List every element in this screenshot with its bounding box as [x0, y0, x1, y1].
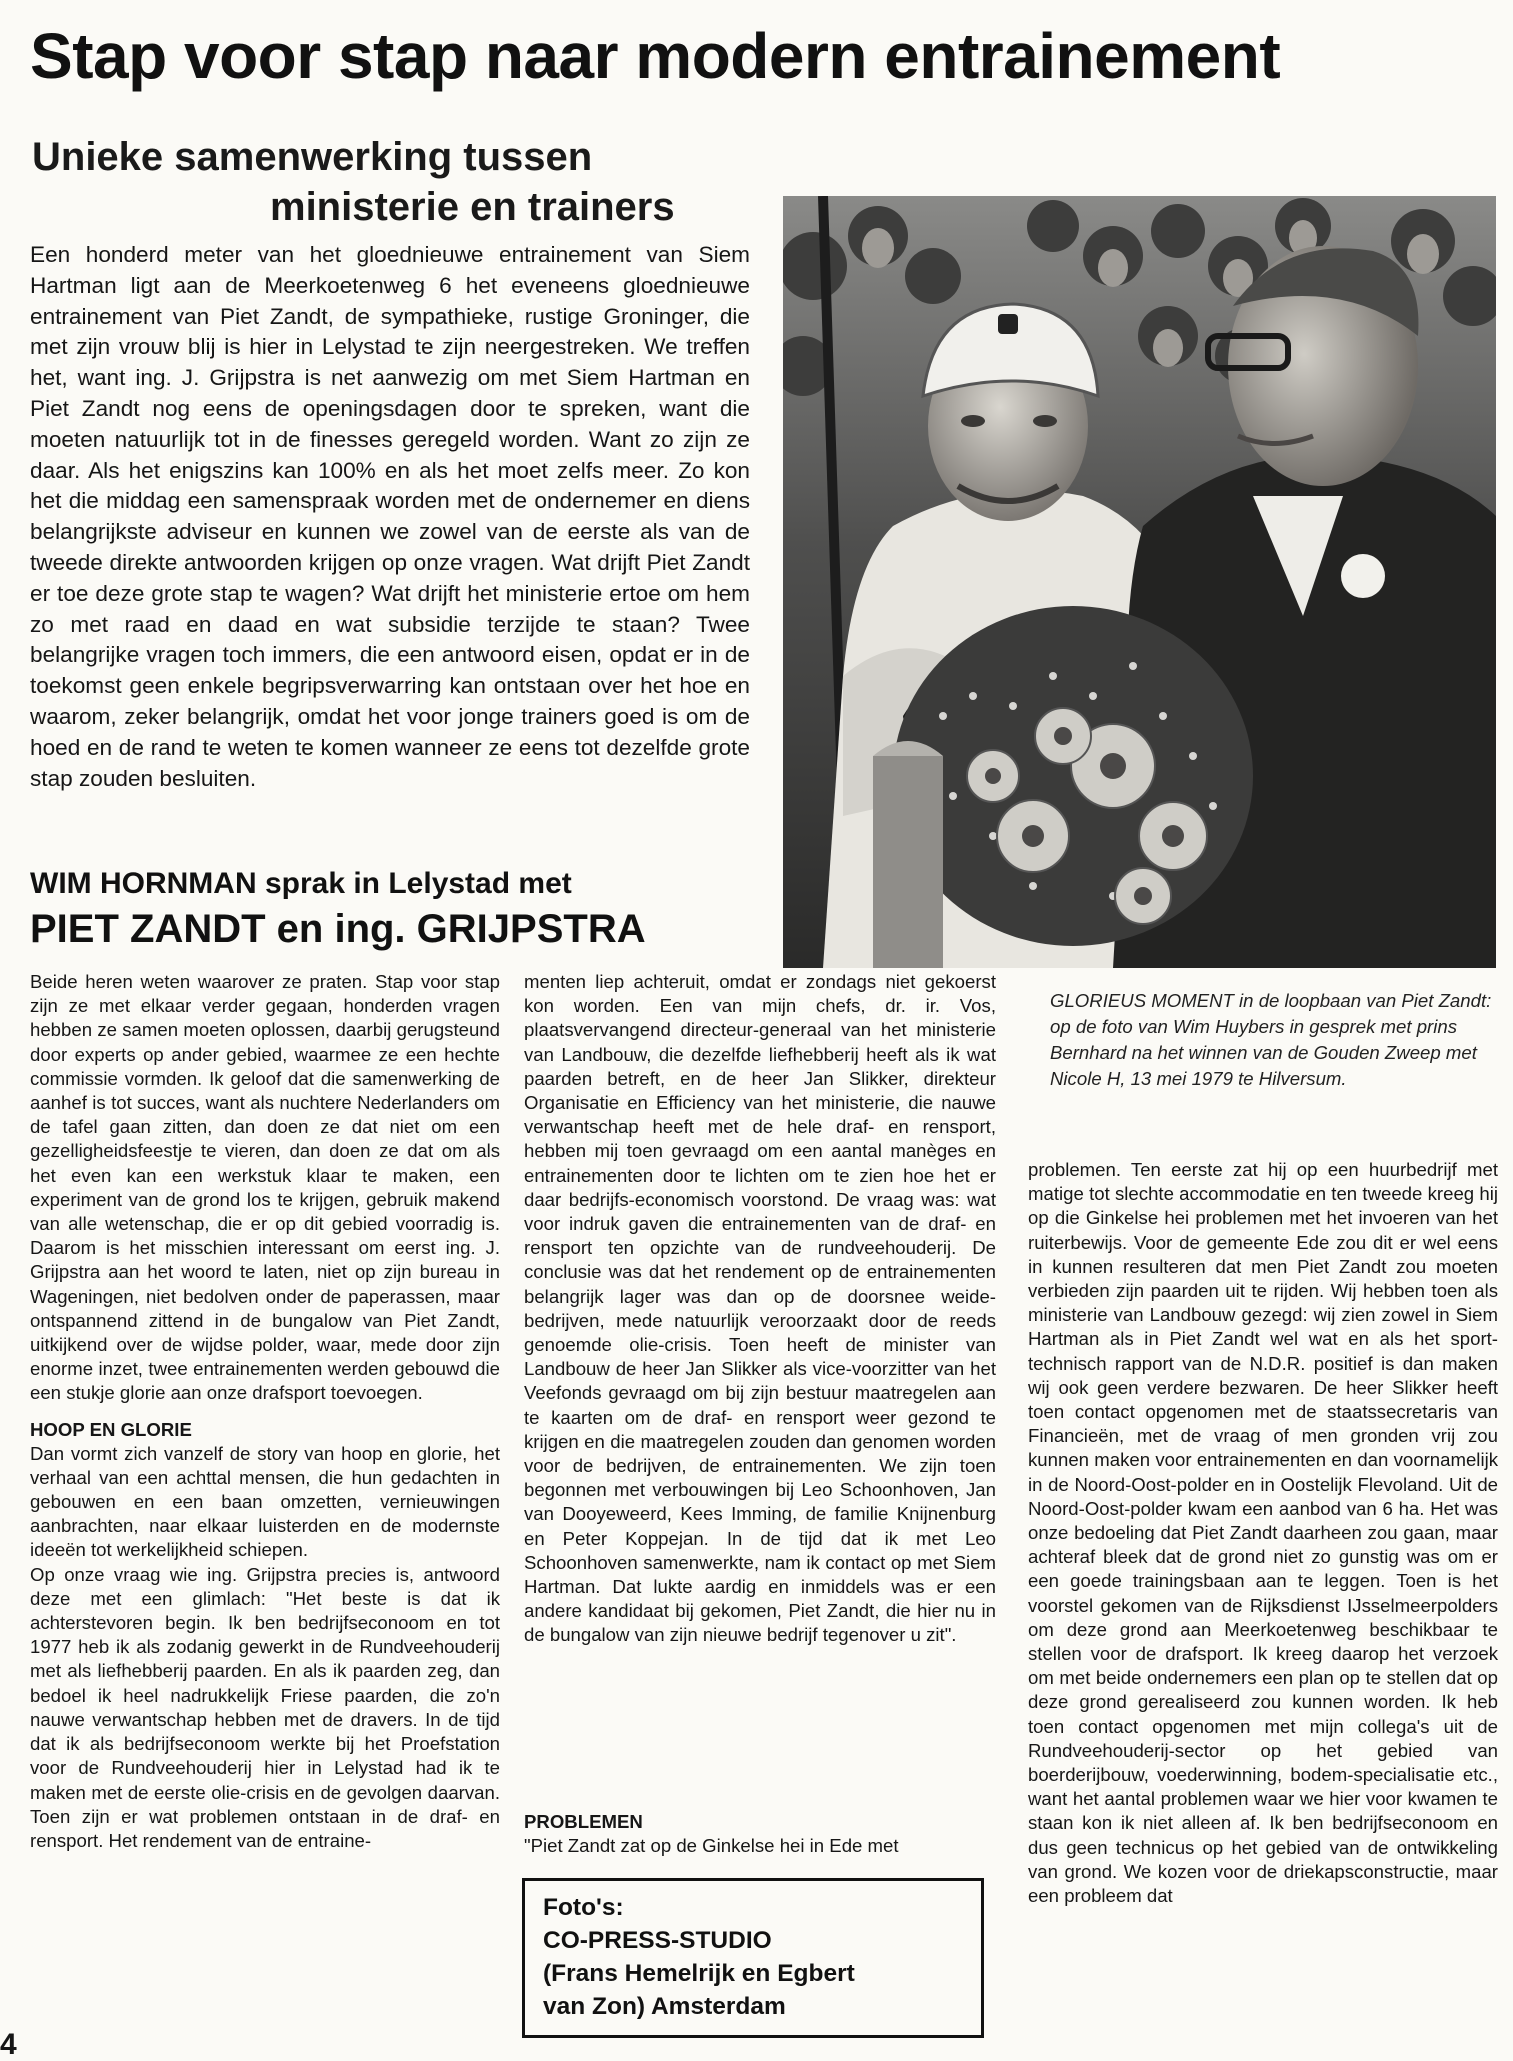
- intro-paragraph: Een honderd meter van het gloednieuwe entrainement van Siem Hartman ligt aan de Meerkoetenweg 6 het eveneens gloednieuwe entrainement van Piet Zandt, de sympathieke, rustige Groninger, die met zijn vrouw blij is hier in Lelystad te zijn neergestreken. We treffen het, want ing. J. Grijpstra is net aanwezig om met Siem Hartman en Piet Zandt nog eens de openingsdagen door te spreken, want die moeten natuurlijk tot in de finesses geregeld worden. Want zo zijn ze daar. Als het enigszins kan 100% en als het moet zelfs meer. Zo kon het die middag een samenspraak worden met de ondernemer en diens belangrijkste adviseur en kunnen we zowel van de eerste als van de tweede direkte antwoorden krijgen op onze vragen. Wat drijft Piet Zandt er toe deze grote stap te wagen? Wat drijft het ministerie ertoe om hem zo met raad en daad en wat subsidie terzijde te staan? Twee belangrijke vragen toch immers, die een antwoord eisen, opdat er in de toekomst geen enkele begripsverwarring kan ontstaan over het hoe en waarom, zeker belangrijk, omdat het voor jonge trainers goed is om de hoed en de rand te weten te komen wanneer ze eens tot dezelfde grote stap zouden besluiten.: [30, 242, 750, 791]
- column-3-paragraph-1: problemen. Ten eerste zat hij op een huurbedrijf met matige tot slechte accommodatie en ten tweede kreeg hij op die Ginkelse hei problemen met het invoeren van het ruiterbewijs. Voor de gemeente Ede zou dit er wel eens in kunnen resulteren dat men Piet Zandt zou moeten verbieden zijn paarden uit te rijden. Wij hebben toen als ministerie van Landbouw gezegd: wij zien zowel in Siem Hartman als in Piet Zandt wel wat en als het sport-technisch rapport van de N.D.R. positief is dan maken wij ook geen verdere bezwaren. De heer Slikker heeft toen contact opgenomen met de staatssecretaris van Financieën, met de vraag of men gronden vrij zou kunnen maken voor entrainementen en dan voornamelijk in de Noord-Oost-polder en in Oostelijk Flevoland. Uit de Noord-Oost-polder kwam een aanbod van 6 ha. Het was onze bedoeling dat Piet Zandt daarheen zou gaan, maar achteraf bleek dat de grond niet zo gunstig was om er een goede trainingsbaan aan te leggen. Toen is het voorstel gekomen van de Rijksdienst IJsselmeerpolders om deze grond aan Meerkoetenweg beschikbaar te stellen voor de drafsport. Ik kreeg daarop het verzoek om met beide ondernemers een plan op te stellen dat op deze grond gerealiseerd zou kunnen worden. Ik heb toen contact opgenomen met mijn collega's uit de Rundveehouderij-sector op het gebied van boerderijbouw, voederwinning, bodem-specialisatie etc., want het aantal problemen waar we hier voor kwamen te staan kon ik niet alleen af. Ik ben bedrijfseconoom en dus geen technicus op het gebied van de ontwikkeling van grond. We kozen voor de driekapsconstructie, maar een probleem dat: [1028, 1159, 1498, 1907]
- credits-line-1: Foto's:: [543, 1894, 624, 1921]
- article-column-3: [1028, 1158, 1498, 1908]
- column-1-paragraph-1: Beide heren weten waarover ze praten. Stap voor stap zijn ze met elkaar verder gegaan, honderden vragen hebben ze samen moeten oplossen, daarbij gerugsteund door experts op ander gebied, waarmee ze een hechte commissie vormden. Ik geloof dat die samenwerking de aanhef is tot succes, want als nuchtere Nederlanders om de tafel gaan zitten, dan doen ze dat niet om een gezelligheidsfeestje te vieren, dan doen ze dat om als het even kan een werkstuk klaar te maken, een experiment van de grond los te krijgen, gebruik makend van alle wetenschap, die er op dit gebied voorradig is. Daarom is het misschien interessant om eerst ing. J. Grijpstra aan het woord te laten, niet op zijn bureau in Wageningen, niet bedolven onder de paperassen, maar ontspannend zittend in de bungalow van Piet Zandt, uitkijkend over de wijdse polder, waar, mede door zijn enorme inzet, twee entrainementen werden gebouwd die een stukje glorie aan onze drafsport toevoegen.: [30, 971, 500, 1404]
- photo-illustration: [783, 196, 1496, 968]
- article-column-2: [524, 970, 996, 1648]
- article-column-1: [30, 970, 500, 1853]
- page-number: 4: [0, 2028, 17, 2061]
- headline: Stap voor stap naar modern entrainement: [30, 20, 1281, 92]
- subheadline: [30, 132, 750, 232]
- column-2-paragraph-2: "Piet Zandt zat op de Ginkelse hei in Ede met: [524, 1835, 899, 1856]
- byline: [30, 864, 760, 954]
- column-1-paragraph-3: Op onze vraag wie ing. Grijpstra precies is, antwoord deze met een glimlach: "Het beste is dat ik achterstevoren begin. Ik ben bedrijfseconoom en tot 1977 heb ik als zodanig gewerkt in de Rundveehouderij met als liefhebberij paarden. En als ik paarden zeg, dan bedoel ik heel nadrukkelijk Friese paarden, die zo'n nauwe verwantschap hebben met de dravers. In de tijd dat ik als bedrijfseconoom werkte bij het Proefstation voor de Rundveehouderij hier in Lelystad had ik te maken met de eerste olie-crisis en de gevolgen daarvan. Toen zijn er wat problemen ontstaan in de draf- en rensport. Het rendement van de entraine-: [30, 1563, 500, 1851]
- photo-credits-box: [522, 1878, 984, 2038]
- section-heading-problemen: PROBLEMEN: [524, 1811, 643, 1832]
- byline-line-1: WIM HORNMAN sprak in Lelystad met: [30, 867, 572, 900]
- column-2-paragraph-1: menten liep achteruit, omdat er zondags niet gekoerst kon worden. Een van mijn chefs, dr. ir. Vos, plaatsvervangend directeur-generaal van het ministerie van Landbouw, die dezelfde liefhebberij heeft als ik wat paarden betreft, en de heer Jan Slikker, direkteur Organisatie en Efficiency van het ministerie, die nauwe verwantschap heeft met de hele draf- en rensport, hebben mij toen gevraagd om een aantal manèges en entrainementen door te lichten om te zien hoe het er daar bedrijfs-economisch voorstond. De vraag was: wat voor indruk gaven die entrainementen van de draf- en rensport ten opzichte van de rundveehouderij. De conclusie was dat het rendement op de entrainementen belangrijk lager was dan op de doorsnee weide-bedrijven, mede natuurlijk veroorzaakt door de reeds genoemde olie-crisis. Toen heeft de minister van Landbouw de heer Jan Slikker als vice-voorzitter van het Veefonds gevraagd om bij zijn bestuur maatregelen aan te kaarten om de draf- en rensport weer gezond te krijgen en die maatregelen zouden dan genomen worden voor de bedrijven, de entrainementen. We zijn toen begonnen met verbouwingen bij Leo Schoonhoven, Jan van Dooyeweerd, Kees Imming, de familie Knijnenburg en Peter Koppejan. In de tijd dat ik met Leo Schoonhoven samenwerkte, nam ik contact op met Siem Hartman. Dat lukte aardig en inmiddels was er een andere kandidaat bij gekomen, Piet Zandt, die hier nu in de bungalow van zijn nieuwe bedrijf tegenover u zit".: [524, 971, 996, 1646]
- credits-line-2: CO-PRESS-STUDIO: [543, 1927, 772, 1954]
- news-photo: [783, 196, 1496, 968]
- byline-line-2: PIET ZANDT en ing. GRIJPSTRA: [30, 907, 646, 951]
- credits-line-4: van Zon) Amsterdam: [543, 1993, 786, 2020]
- subheadline-line-1: Unieke samenwerking tussen: [32, 135, 593, 179]
- column-1-paragraph-2: Dan vormt zich vanzelf de story van hoop en glorie, het verhaal van een achttal mensen, die hun gedachten in gebouwen en een baan omzetten, vernieuwingen aanbrachten, naar elkaar luisterden en de modernste ideeën tot werkelijkheid schiepen.: [30, 1442, 500, 1561]
- photo-caption: GLORIEUS MOMENT in de loopbaan van Piet Zandt: op de foto van Wim Huybers in gesprek met prins Bernhard na het winnen van de Gouden Zweep met Nicole H, 13 mei 1979 te Hilversum.: [1050, 990, 1492, 1089]
- section-heading-hoop-en-glorie: HOOP EN GLORIE: [30, 1418, 192, 1440]
- subheadline-line-2: ministerie en trainers: [270, 185, 675, 229]
- credits-line-3: (Frans Hemelrijk en Egbert: [543, 1960, 855, 1987]
- article-column-2-lower: [524, 1810, 996, 1858]
